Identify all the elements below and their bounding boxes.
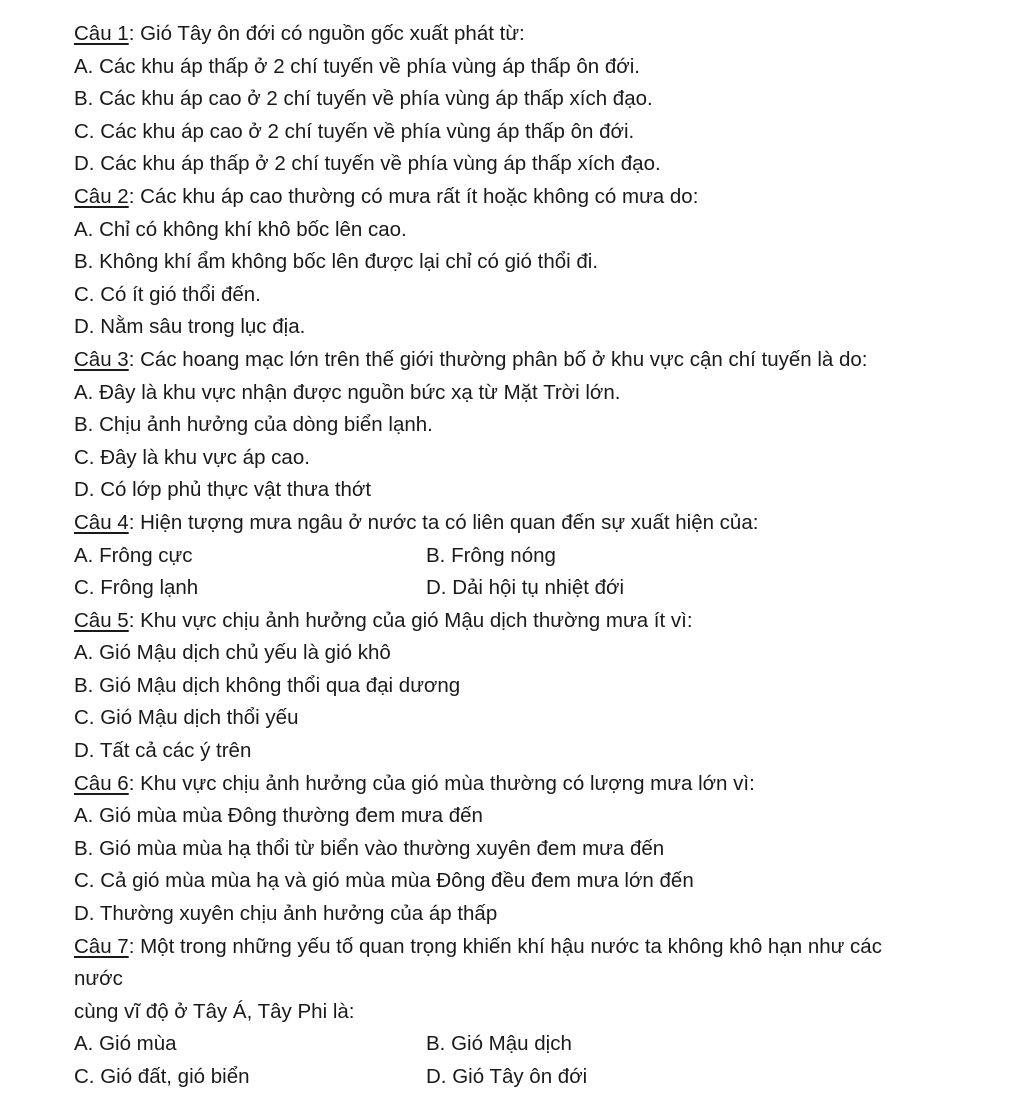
question-text: : Các khu áp cao thường có mưa rất ít hoặc không có mưa do: (128, 184, 699, 208)
question-1 (74, 18, 1014, 51)
question-text: : Gió Tây ôn đới có nguồn gốc xuất phát từ: (128, 22, 525, 45)
question-7-continuation: cùng vĩ độ ở Tây Á, Tây Phi là: (74, 999, 355, 1023)
option-5b: B. Gió Mậu dịch không thổi qua đại dương (74, 673, 461, 697)
option-5c: C. Gió Mậu dịch thổi yếu (74, 706, 299, 730)
question-6 (74, 768, 1014, 801)
cut-off-previous-line (560, 0, 980, 6)
option-3b: B. Chịu ảnh hưởng của dòng biển lạnh. (74, 413, 433, 437)
option-1a: A. Các khu áp thấp ở 2 chí tuyến về phía vùng áp thấp ôn đới. (74, 54, 640, 78)
question-text: : Khu vực chịu ảnh hưởng của gió Mậu dịch thường mưa ít vì: (128, 608, 693, 632)
option-4c: C. Frông lạnh (74, 576, 199, 600)
option-7c: C. Gió đất, gió biển (74, 1065, 250, 1088)
option-row (74, 540, 1014, 573)
question-7 (74, 931, 1014, 964)
question-3 (74, 344, 1014, 377)
option-3c: C. Đây là khu vực áp cao. (74, 445, 310, 469)
option-1d: D. Các khu áp thấp ở 2 chí tuyến về phía vùng áp thấp xích đạo. (74, 152, 661, 176)
option-4d: D. Dải hội tụ nhiệt đới (426, 576, 625, 600)
option-2d: D. Nằm sâu trong lục địa. (74, 315, 306, 339)
question-label: Câu 4 (74, 510, 129, 534)
option-5a: A. Gió Mậu dịch chủ yếu là gió khô (74, 641, 391, 665)
option-4b: B. Frông nóng (426, 543, 556, 567)
question-text: : Hiện tượng mưa ngâu ở nước ta có liên quan đến sự xuất hiện của: (128, 510, 759, 534)
question-2 (74, 181, 1014, 214)
option-3d: D. Có lớp phủ thực vật thưa thớt (74, 478, 372, 502)
question-label: Câu 7 (74, 934, 129, 958)
quiz-document (74, 18, 1014, 1094)
question-label: Câu 2 (74, 184, 129, 208)
option-3a: A. Đây là khu vực nhận được nguồn bức xạ từ Mặt Trời lớn. (74, 380, 621, 404)
question-label: Câu 5 (74, 608, 129, 632)
option-6a: A. Gió mùa mùa Đông thường đem mưa đến (74, 804, 483, 828)
option-1b: B. Các khu áp cao ở 2 chí tuyến về phía vùng áp thấp xích đạo. (74, 87, 653, 111)
option-7d: D. Gió Tây ôn đới (426, 1065, 588, 1088)
option-7b: B. Gió Mậu dịch (426, 1032, 572, 1056)
option-row (74, 1061, 1014, 1094)
question-text: : Các hoang mạc lớn trên thế giới thường phân bố ở khu vực cận chí tuyến là do: (128, 347, 868, 371)
question-text: : Một trong những yếu tố quan trọng khiến khí hậu nước ta không khô hạn như các (128, 934, 882, 958)
option-5d: D. Tất cả các ý trên (74, 739, 252, 763)
option-6d: D. Thường xuyên chịu ảnh hưởng của áp thấp (74, 902, 498, 926)
option-1c: C. Các khu áp cao ở 2 chí tuyến về phía vùng áp thấp ôn đới. (74, 119, 635, 143)
option-6c: C. Cả gió mùa mùa hạ và gió mùa mùa Đông đều đem mưa lớn đến (74, 869, 694, 893)
option-4a: A. Frông cực (74, 543, 193, 567)
option-row (74, 572, 1014, 605)
option-7a: A. Gió mùa (74, 1032, 177, 1056)
question-label: Câu 3 (74, 347, 129, 371)
question-label: Câu 1 (74, 22, 129, 45)
question-5 (74, 605, 1014, 638)
question-7-continuation: nước (74, 967, 123, 991)
option-row (74, 1028, 1014, 1061)
option-2b: B. Không khí ẩm không bốc lên được lại chỉ có gió thổi đi. (74, 250, 599, 274)
question-label: Câu 6 (74, 771, 129, 795)
option-2a: A. Chỉ có không khí khô bốc lên cao. (74, 217, 407, 241)
option-2c: C. Có ít gió thổi đến. (74, 282, 261, 306)
question-4 (74, 507, 1014, 540)
question-text: : Khu vực chịu ảnh hưởng của gió mùa thường có lượng mưa lớn vì: (128, 771, 755, 795)
option-6b: B. Gió mùa mùa hạ thổi từ biển vào thường xuyên đem mưa đến (74, 836, 665, 860)
